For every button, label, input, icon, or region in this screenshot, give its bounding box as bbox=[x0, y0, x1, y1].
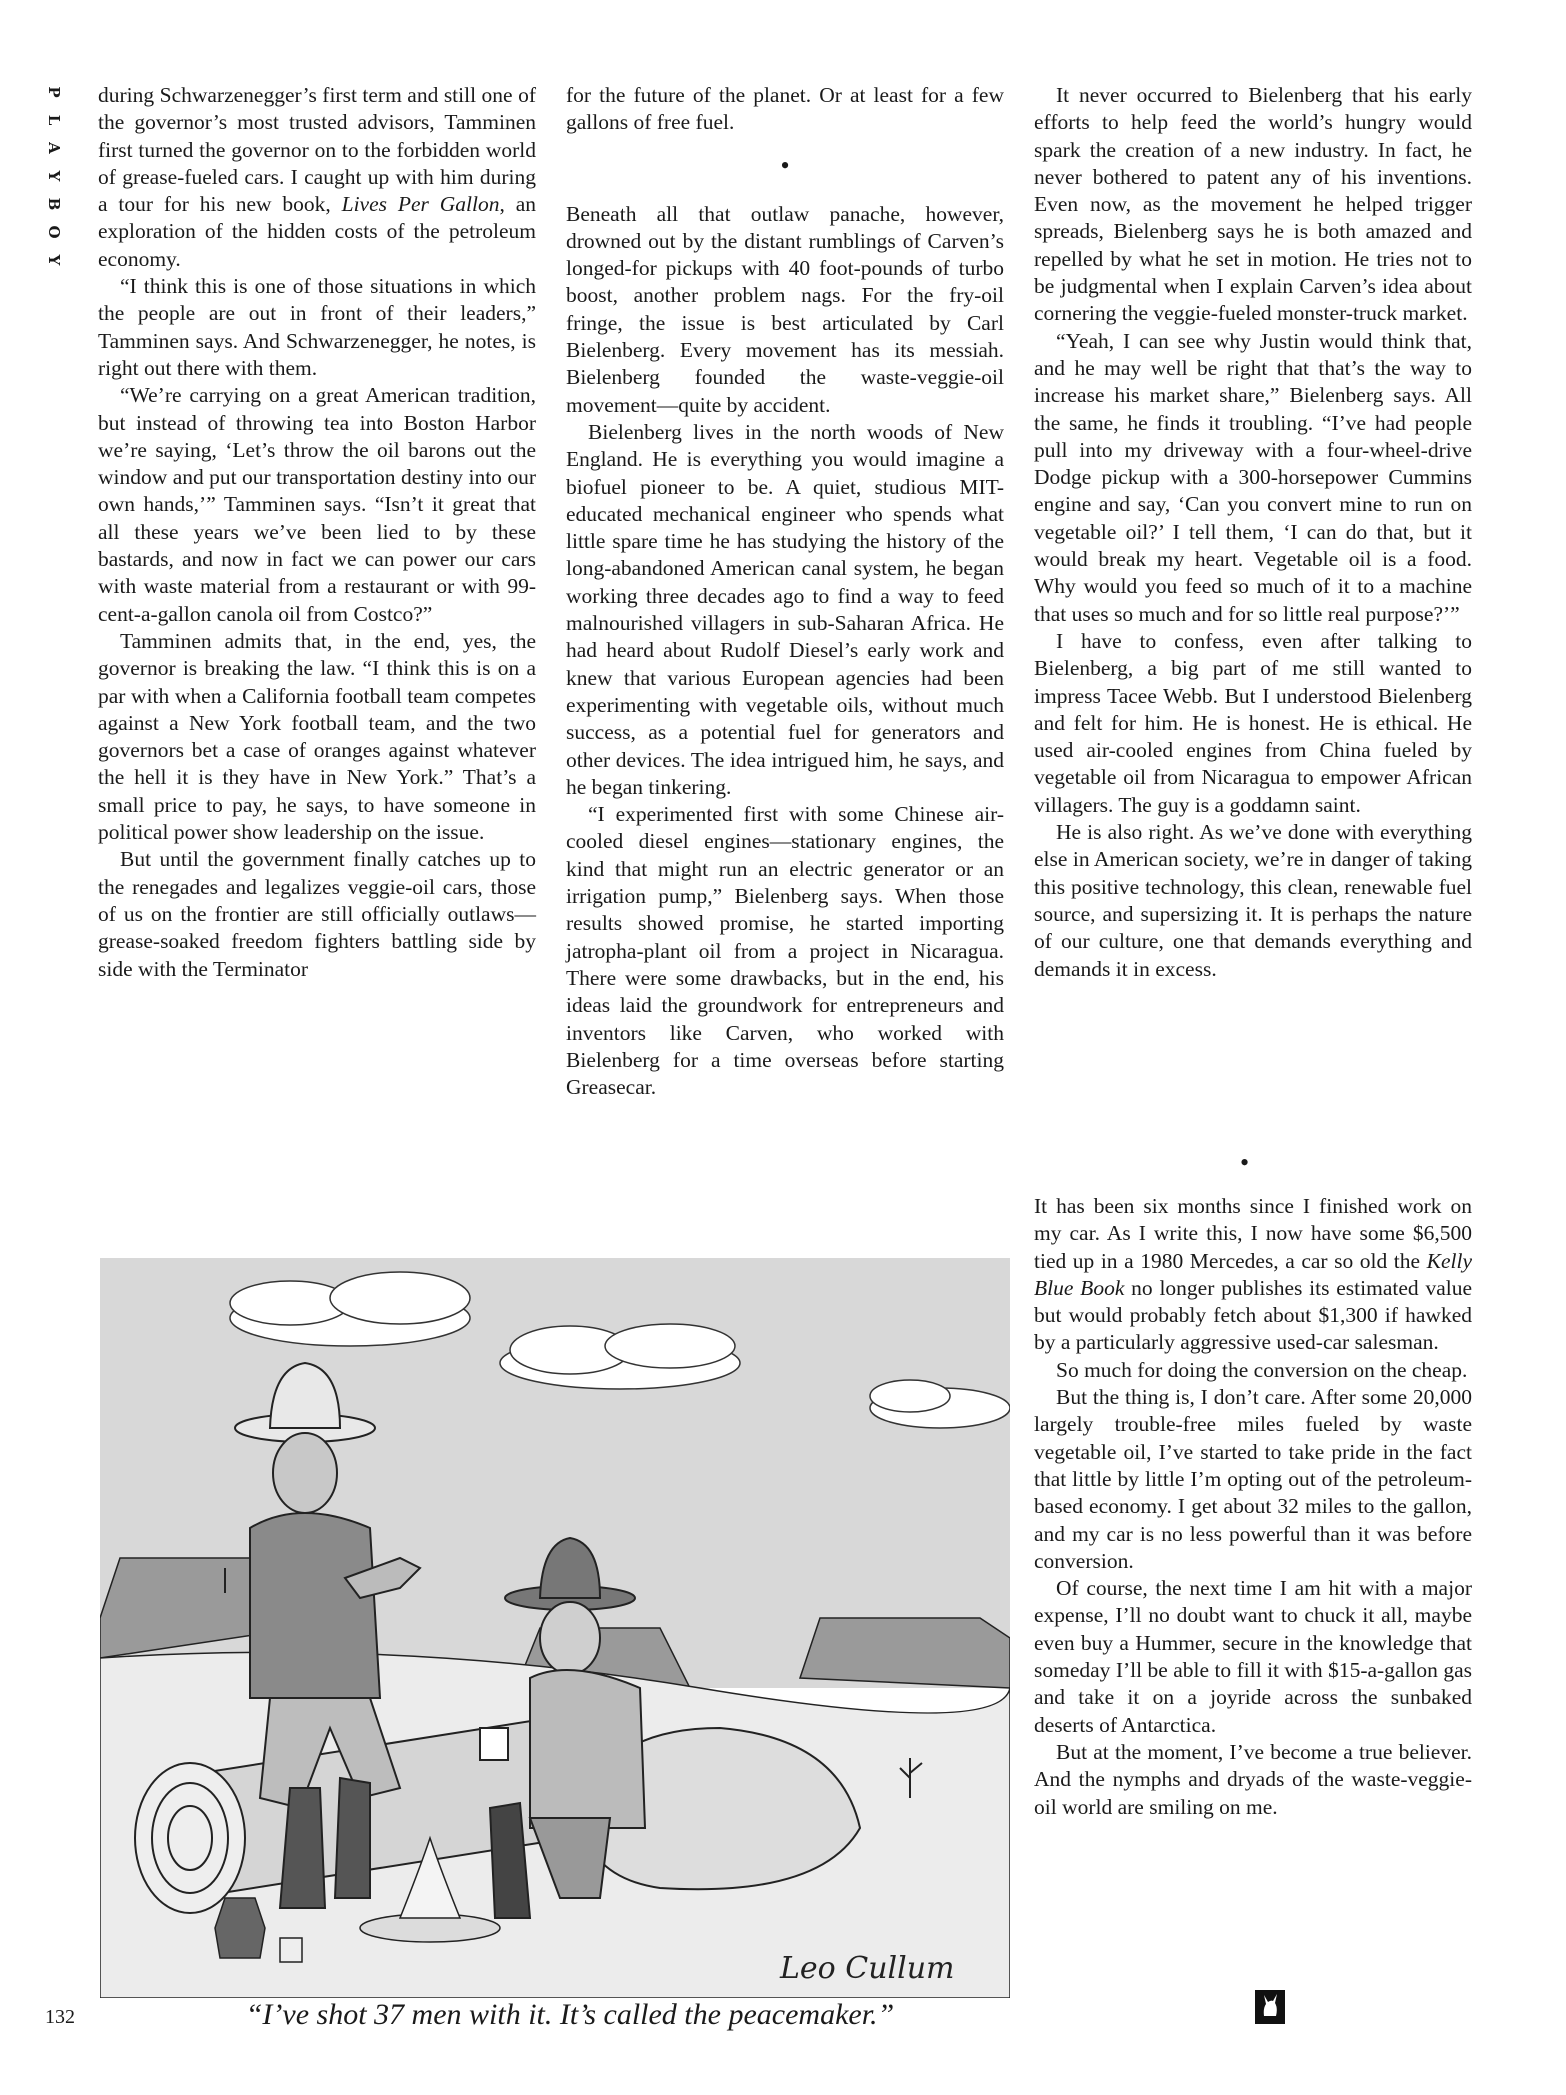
page-number: 132 bbox=[45, 2006, 75, 2028]
paragraph: Bielenberg lives in the north woods of New England. He is everything you would imagine a biofuel pioneer to be. A quiet, studious MIT-educated mechanical engineer who spends what little spare time he has studying the history of the long-abandoned American canal system, he began working three decades ago to find a way to feed malnourished villagers in sub-Saharan Africa. He had heard about Rudolf Diesel’s early work and knew that various European agencies had been experimenting with vegetable oils, without much success, as a potential fuel for generators and other devices. The idea intrigued him, he says, and he began tinkering. bbox=[566, 419, 1004, 799]
paragraph: He is also right. As we’ve done with everything else in American society, we’re in danger of taking this positive technology, this clean, renewable fuel source, and supersizing it. It is perhaps the nature of our culture, one that demands everything and demands it in excess. bbox=[1034, 820, 1472, 981]
artist-signature: Leo Cullum bbox=[780, 1951, 955, 1986]
rabbit-head-icon bbox=[1255, 1990, 1285, 2024]
paragraph: “I think this is one of those situations in which the people are out in front of their leaders,” Tamminen says. And Schwarzenegger, he notes, is right out there with them. bbox=[98, 274, 536, 380]
paragraph-text: , an exploration of the hidden costs of the petroleum economy. bbox=[98, 192, 537, 271]
side-letter: P bbox=[45, 86, 63, 98]
side-letter: O bbox=[45, 225, 63, 239]
paragraph: So much for doing the conversion on the cheap. bbox=[1056, 1357, 1468, 1382]
cartoon-caption: “I’ve shot 37 men with it. It’s called the peacemaker.” bbox=[245, 1998, 895, 2031]
paragraph bbox=[98, 82, 536, 273]
side-letter: A bbox=[45, 142, 63, 154]
paragraph: But at the moment, I’ve become a true believer. And the nymphs and dryads of the waste-veggie-oil world are smiling on me. bbox=[1034, 1739, 1472, 1819]
paragraph: “We’re carrying on a great American tradition, but instead of throwing tea into Boston Harbor we’re saying, ‘Let’s throw the oil barons out the window and put our transportation destiny into our own hands,’” Tamminen says. “Isn’t it great that all these years we’ve been lied to by these bastards, and now in fact we can power our cars with waste material from a restaurant or with 99-cent-a-gallon canola oil from Costco?” bbox=[98, 383, 536, 626]
section-separator: • bbox=[780, 150, 790, 180]
book-title: Lives Per Gallon bbox=[341, 192, 500, 217]
mesa-right bbox=[800, 1618, 1010, 1688]
paragraph-text: no longer publishes its estimated value but would probably fetch about $1,300 if hawked by a particularly aggressive used-car salesman. bbox=[1034, 1275, 1472, 1355]
side-letter: B bbox=[45, 197, 63, 211]
paragraph: But until the government finally catches up to the renegades and legalizes veggie-oil cars, those of us on the frontier are still officially outlaws—grease-soaked freedom fighters battling side by side with the Terminator bbox=[98, 847, 536, 981]
article-column-2 bbox=[566, 82, 1004, 1101]
article-column-1 bbox=[98, 82, 536, 983]
side-letter: Y bbox=[45, 170, 63, 182]
cloud-left bbox=[230, 1272, 470, 1346]
paragraph: for the future of the planet. Or at least for a few gallons of free fuel. bbox=[566, 83, 1004, 135]
coffee-pot bbox=[215, 1898, 265, 1958]
paragraph-text: It has been six months since I finished work on my car. As I write this, I now have some $6,500 tied up in a 1980 Mercedes, a car so old the bbox=[1034, 1194, 1472, 1273]
paragraph bbox=[1034, 1193, 1472, 1357]
magazine-side-label bbox=[42, 78, 66, 274]
paragraph: Beneath all that outlaw panache, however, drowned out by the distant rumblings of Carven’s longed-for pickups with 40 foot-pounds of turbo boost, another problem nags. For the fry-oil fringe, the issue is best articulated by Carl Bielenberg. Every movement has its messiah. Bielenberg founded the waste-veggie-oil movement—quite by accident. bbox=[566, 201, 1004, 417]
paragraph: I have to confess, even after talking to Bielenberg, a big part of me still wanted to impress Tacee Webb. But I understood Bielenberg and felt for him. He is honest. He is ethical. He used air-cooled engines from China fueled by vegetable oil from Nicaragua to empower African villagers. The guy is a goddamn saint. bbox=[1034, 628, 1472, 817]
cartoon-illustration bbox=[100, 1258, 1010, 1998]
paragraph-text: during Schwarzenegger’s first term and still one of the governor’s most trusted advisors, Tamminen first turned the governor on to the forbidden world of grease-fueled cars. I caught up with him during a tour for his new book, bbox=[98, 83, 536, 217]
kbb-title: Kelly Blue Book bbox=[1034, 1248, 1472, 1300]
side-letter: L bbox=[45, 114, 63, 126]
paragraph: Tamminen admits that, in the end, yes, the governor is breaking the law. “I think this is on a par with when a California football team competes against a New York football team, and the two governors bet a case of oranges against whatever the hell it is they have in New York.” That’s a small price to pay, he says, to have someone in political power show leadership on the issue. bbox=[98, 628, 536, 845]
cup bbox=[280, 1938, 302, 1962]
section-separator: • bbox=[1240, 1148, 1250, 1177]
paragraph: It never occurred to Bielenberg that his early efforts to help feed the world’s hungry would spark the creation of a new industry. In fact, he never bothered to patent any of his inventions. Even now, as the movement he helped trigger spreads, Bielenberg says he is both amazed and repelled by what he set in motion. He tries not to be judgmental when I explain Carven’s idea about cornering the veggie-fueled monster-truck market. bbox=[1034, 83, 1472, 326]
paragraph: “I experimented first with some Chinese air-cooled diesel engines—stationary engines, the kind that might run an electric generator or an irrigation pump,” Bielenberg says. When those results showed promise, he started importing jatropha-plant oil from a project in Nicaragua. There were some drawbacks, but in the end, his ideas laid the groundwork for entrepreneurs and inventors like Carven, who worked with Bielenberg for a time overseas before starting Greasecar. bbox=[566, 802, 1004, 1100]
article-column-3 bbox=[1034, 82, 1472, 983]
paragraph: Of course, the next time I am hit with a major expense, I’ll no doubt want to chuck it all, maybe even buy a Hummer, secure in the knowledge that someday I’ll be able to fill it with $15-a-gallon gas and take it on a joyride across the sunbaked deserts of Antarctica. bbox=[1034, 1576, 1472, 1737]
side-letter: Y bbox=[45, 254, 63, 266]
article-column-3-lower bbox=[1034, 1193, 1472, 1821]
paragraph: But the thing is, I don’t care. After some 20,000 largely trouble-free miles fueled by waste vegetable oil, I’ve started to take pride in the fact that little by little I’m opting out of the petroleum-based economy. I get about 32 miles to the gallon, and my car is no less powerful than it was before conversion. bbox=[1034, 1385, 1472, 1573]
paragraph: “Yeah, I can see why Justin would think that, and he may well be right that that’s the way to increase his market share,” Bielenberg says. All the same, he finds it troubling. “I’ve had people pull into my driveway with a four-wheel-drive Dodge pickup with a 300-horsepower Cummins engine and say, ‘Can you convert mine to run on vegetable oil?’ I tell them, ‘I can do that, but it would break my heart. Vegetable oil is a food. Why would you feed so much of it to a machine that uses so much and for so little real purpose?’” bbox=[1034, 328, 1472, 626]
cloud-right bbox=[500, 1324, 740, 1389]
